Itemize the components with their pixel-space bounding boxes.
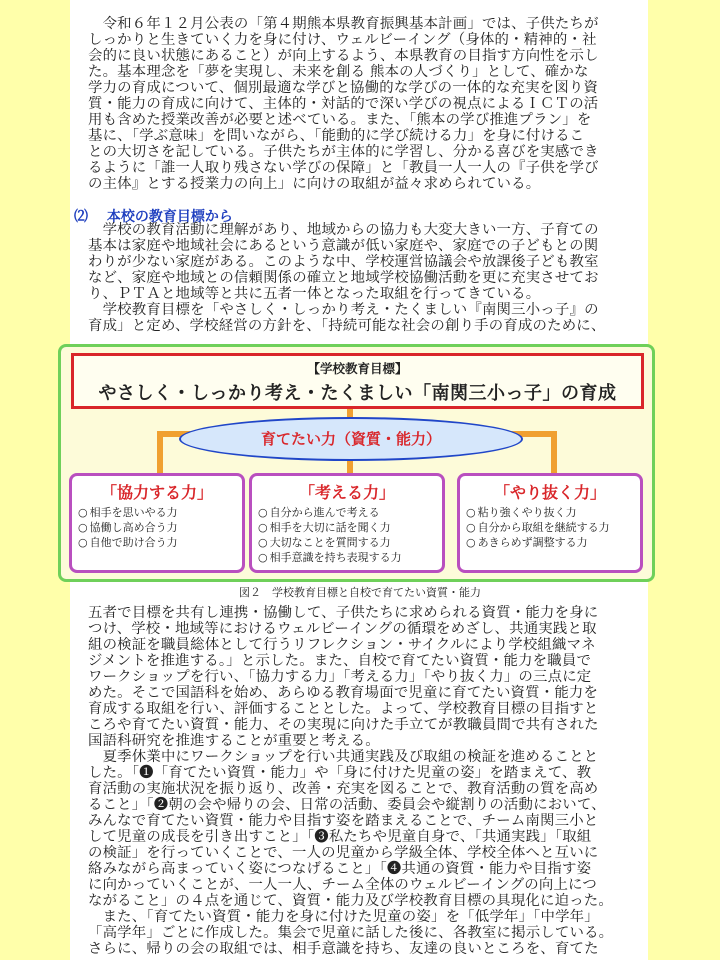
skill-item: ○ 相手を大切に話を聞く力 [258, 521, 391, 534]
skill-box-persevere [457, 473, 643, 573]
skill-box-think [249, 473, 445, 573]
figure-school-goal-diagram [58, 344, 655, 582]
school-goal-label: 【学校教育目標】 [307, 361, 408, 376]
paragraph-plan-summary: 令和６年１２月公表の「第４期熊本県教育振興基本計画」では、子供たちが しっかりと生きていく力を身に付け、ウェルビーイング（身体的・精神的・社 会的に良い状態にあること）が向上するよう、本県教育の目指す方向性を示し た。基本理念を「夢を実現し、未来を創る 熊本の人づくり」として、確かな 学力の育成について、個別最適な学びと協働的な学びの一体的な充実を図り資 質・能力の育成に向けて、主体的・対話的で深い学びの視点によるＩＣＴの活 用も含めた授業改善が必要と述べている。また、「熊本の学び推進プラン」を 基に、「学ぶ意味」を問いながら、「能動的に学び続ける力」を身に付けるこ との大切さを記している。子供たちが主体的に学習し、分かる喜びを実感でき るように「誰一人取り残さない学びの保障」と「教員一人一人の『子供を学び の主体』とする授業力の向上」に向けの取組が益々求められている。 [88, 16, 599, 192]
skill-item: ○ 協働し高め合う力 [78, 521, 178, 534]
skill-item: ○ 大切なことを質問する力 [258, 536, 391, 549]
skill-item: ○ 自他で助け合う力 [78, 536, 178, 549]
skill-item: ○ あきらめず調整する力 [466, 536, 588, 549]
skill-title: 「考える力」 [298, 483, 395, 502]
section-number: ⑵ [74, 209, 88, 225]
connector-right-drop [551, 431, 557, 475]
skill-item: ○ 相手を思いやる力 [78, 506, 178, 519]
skill-item: ○ 粘り強くやり抜く力 [466, 506, 577, 519]
skill-title: 「協力する力」 [100, 483, 213, 502]
skill-item: ○ 相手意識を持ち表現する力 [258, 551, 402, 564]
skill-item: ○ 自分から取組を継続する力 [466, 521, 610, 534]
skill-title: 「やり抜く力」 [493, 483, 606, 502]
paragraph-school-goal: 学校の教育活動に理解があり、地域からの協力も大変大きい一方、子育ての 基本は家庭や地域社会にあるという意識が低い家庭や、家庭での子どもとの関 わりが少ない家庭がある。このような中、学校運営協議会や放課後子ども教室 など、家庭や地域との信頼関係の確立と地域学校協働活動を更に充実させてお り、ＰＴＡと地域等と共に五者一体となった取組を行ってきている。 学校教育目標を「やさしく・しっかり考え・たくましい『南関三小っ子』の 育成」と定め、学校経営の方針を、「持続可能な社会の創り手の育成のために、 [88, 222, 606, 334]
school-goal-text: やさしく・しっかり考え・たくましい「南関三小っ子」の育成 [98, 383, 617, 404]
section-title: 本校の教育目標から [106, 209, 233, 225]
figure-caption: 図２ 学校教育目標と自校で育てたい資質・能力 [239, 586, 481, 599]
skill-item: ○ 自分から進んで考える [258, 506, 380, 519]
center-ellipse: 育てたい力（資質・能力） [179, 417, 523, 461]
connector-left-drop [157, 431, 163, 475]
school-goal-box [71, 353, 644, 409]
skill-box-cooperate [69, 473, 245, 573]
paragraph-workshop: 五者で目標を共有し連携・協働して、子供たちに求められる資質・能力を身に つけ、学校・地域等におけるウェルビーイングの循環をめざし、共通実践と取 組の検証を職員総体として行うリフレクション・サイクルにより学校組織マネ ジメントを推進する。」と示した。また、自校で育てたい資質・能力を職員で ワークショップを行い、「協力する力」「考える力」「やり抜く力」の三点に定 めた。そこで国語科を始め、あらゆる教育場面で児童に育てたい資質・能力を 育成する取組を行い、評価することとした。よって、学校教育目標の目指すと ころや育てたい資質・能力、その実現に向けた手立てが教職員間で共有された 国語科研究を推進することが重要と考える。 夏季休業中にワークショップを行い共通実践及び取組の検証を進めることと した。「❶「育てたい資質・能力」や「身に付けた児童の姿」を踏まえて、教 育活動の実施状況を振り返り、改善・充実を図ることで、教育活動の質を高め ること」「❷朝の会や帰りの会、日常の活動、委員会や縦割りの活動において、 みんなで育てたい資質・能力や目指す姿を踏まえることで、チーム南関三小と して児童の成長を引き出すこと」「❸私たちや児童自身で、「共通実践」「取組 の検証」を行っていくことで、一人の児童から学級全体、学校全体へと互いに 絡みながら高まっていく姿につなげること」「❹共通の資質・能力や目指す姿 に向かっていくことが、一人一人、チーム全体のウェルビーイングの向上につ ながること」の４点を通じて、資質・能力及び学校教育目標の具現化に迫った。 また、「育てたい資質・能力を身に付けた児童の姿」を「低学年」「中学年」 「高学年」ごとに作成した。集会で児童に話した後に、各教室に掲示している。 さらに、帰りの会の取組では、相手意識を持ち、友達の良いところを、育てた [88, 605, 614, 957]
